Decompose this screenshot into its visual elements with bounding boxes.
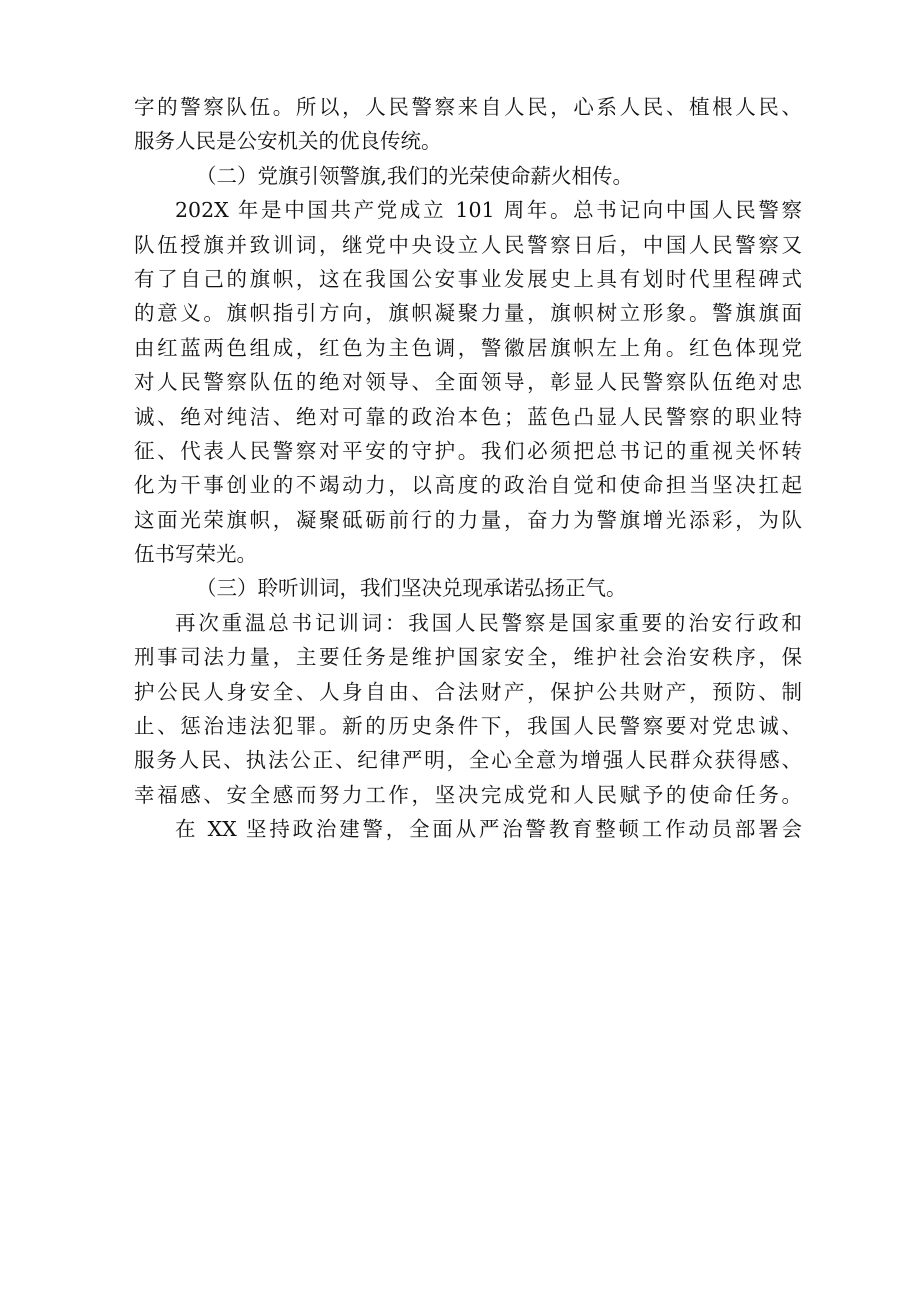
document-body — [134, 90, 802, 847]
paragraph-line: 护公民人身安全、人身自由、合法财产，保护公共财产，预防、制 — [134, 679, 802, 704]
paragraph-line: 再次重温总书记训词：我国人民警察是国家重要的治安行政和 — [175, 610, 802, 635]
paragraph-line: 服务人民、执法公正、纪律严明，全心全意为增强人民群众获得感、 — [134, 748, 802, 773]
paragraph-line: 有了自己的旗帜，这在我国公安事业发展史上具有划时代里程碑式 — [134, 266, 802, 291]
section-heading: （二）党旗引领警旗,我们的光荣使命薪火相传。 — [196, 163, 634, 188]
paragraph-line: 字的警察队伍。所以，人民警察来自人民，心系人民、植根人民、 — [134, 95, 802, 119]
paragraph-line: 在 XX 坚持政治建警，全面从严治警教育整顿工作动员部署会 — [175, 817, 802, 842]
paragraph-line: 诚、绝对纯洁、绝对可靠的政治本色；蓝色凸显人民警察的职业特 — [134, 404, 802, 429]
paragraph-line: 的意义。旗帜指引方向，旗帜凝聚力量，旗帜树立形象。警旗旗面 — [134, 301, 802, 326]
paragraph-line: 队伍授旗并致训词，继党中央设立人民警察日后，中国人民警察又 — [134, 232, 802, 257]
paragraph-line: 幸福感、安全感而努力工作，坚决完成党和人民赋予的使命任务。 — [134, 782, 802, 807]
paragraph-line: 由红蓝两色组成，红色为主色调，警徽居旗帜左上角。红色体现党 — [134, 335, 802, 360]
paragraph-line: 止、惩治违法犯罪。新的历史条件下，我国人民警察要对党忠诚、 — [134, 714, 802, 739]
paragraph-line: 化为干事创业的不竭动力，以高度的政治自觉和使命担当坚决扛起 — [134, 473, 802, 498]
paragraph-line: 伍书写荣光。 — [134, 542, 257, 567]
paragraph-line: 对人民警察队伍的绝对领导、全面领导，彰显人民警察队伍绝对忠 — [134, 370, 802, 395]
paragraph-line: 202X 年是中国共产党成立 101 周年。总书记向中国人民警察 — [175, 198, 802, 223]
section-heading: （三）聆听训词，我们坚决兑现承诺弘扬正气。 — [196, 576, 627, 601]
paragraph-line: 征、代表人民警察对平安的守护。我们必须把总书记的重视关怀转 — [134, 438, 802, 463]
paragraph-line: 这面光荣旗帜，凝聚砥砺前行的力量，奋力为警旗增光添彩，为队 — [134, 507, 802, 532]
paragraph-line: 刑事司法力量，主要任务是维护国家安全，维护社会治安秩序，保 — [134, 645, 802, 670]
paragraph-line: 服务人民是公安机关的优良传统。 — [134, 129, 442, 154]
